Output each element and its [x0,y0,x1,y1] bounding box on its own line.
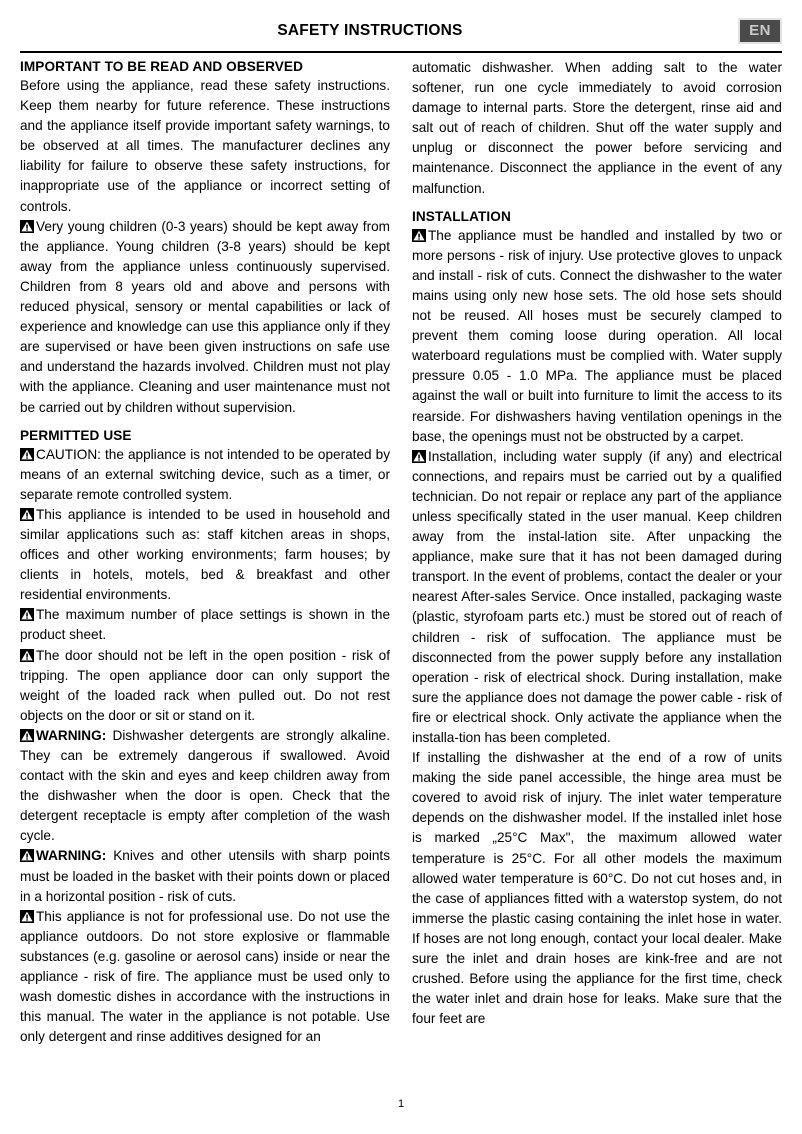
warning-triangle-icon [20,608,34,621]
heading-important-to-be-read: IMPORTANT TO BE READ AND OBSERVED [20,59,303,74]
paragraph-warning-knives-text: Knives and other utensils with sharp points must be loaded in the basket with their points down or placed in a horizontal position - risk of cuts. [20,848,390,904]
paragraph-household-use [20,505,390,605]
page-header [20,18,782,52]
left-column [20,58,390,1047]
paragraph-not-professional-use [20,907,390,1048]
warning-triangle-icon [20,649,34,662]
warning-triangle-icon [20,448,34,461]
paragraph-place-settings-text: The maximum number of place settings is shown in the product sheet. [20,607,390,643]
page-title: SAFETY INSTRUCTIONS [277,22,463,39]
heading-permitted-use: PERMITTED USE [20,427,132,443]
paragraph-qualified-technician [412,447,782,748]
warning-triangle-icon [20,910,34,923]
content-columns [20,58,782,1047]
warning-triangle-icon [20,220,34,233]
paragraph-qualified-technician-text: Installation, including water supply (if any) and electrical connections, and repairs must be carried out by a qualified technician. Do not repair or replace any part of the appliance unless specifically stated in the user manual. Keep children away from the instal-lation site. After unpacking the appliance, make sure that it has not been damaged during transport. In the event of problems, contact the dealer or your nearest After-sales Service. Once installed, packaging waste (plastic, styrofoam parts etc.) must be stored out of reach of children - risk of suffocation. The appliance must be disconnected from the power supply before any installation operation - risk of electrical shock. During installation, make sure the appliance does not damage the power cable - risk of fire or electrical shock. Only activate the appliance when the installa-tion has been completed. [412,448,782,745]
warning-label-detergents: WARNING: [36,727,107,743]
paragraph-warning-knives [20,846,390,906]
header-divider [20,51,782,53]
paragraph-not-professional-use-text: This appliance is not for professional use. Do not use the appliance outdoors. Do not store explosive or flammable substances (e.g. gasoline or aerosol cans) inside or near the appliance - risk of fire. The appliance must be used only to wash domestic dishes in accordance with the instructions in this manual. The water in the appliance is not potable. Use only detergent and rinse additives designed for an [20,908,390,1045]
warning-triangle-icon [20,729,34,742]
paragraph-end-of-row-installation: If installing the dishwasher at the end of a row of units making the side panel accessible, the hinge area must be covered to avoid risk of injury. The inlet water temperature depends on the dishwasher model. If the installed inlet hose is marked „25°C Max", the maximum allowed water temperature is 25°C. For all other models the maximum allowed water temperature is 60°C. Do not cut hoses and, in the case of appliances fitted with a waterstop system, do not immerse the plastic casing containing the inlet hose in water. If hoses are not long enough, contact your local dealer. Make sure the inlet and drain hoses are kink-free and are not crushed. Before using the appliance for the first time, check the water inlet and drain hose for leaks. Make sure that the four feet are [412,750,782,1027]
paragraph-before-using: Before using the appliance, read these safety instructions. Keep them nearby for future reference. These instructions and the appliance itself provide important safety warnings, to be observed at all times. The manufacturer declines any liability for failure to observe these safety instructions, for inappropriate use of the appliance or incorrect setting of controls. [20,78,390,214]
paragraph-household-use-text: This appliance is intended to be used in household and similar applications such as: staff kitchen areas in shops, offices and other working environments; farm houses; by clients in hotels, motels, bed & breakfast and other residential environments. [20,506,390,603]
paragraph-warning-detergents-text: Dishwasher detergents are strongly alkaline. They can be extremely dangerous if swallowed. Avoid contact with the skin and eyes and keep children away from the dishwasher when the door is open. Check that the detergent receptacle is empty after completion of the wash cycle. [20,727,390,844]
warning-triangle-icon [20,508,34,521]
page-number: 1 [397,1098,405,1110]
warning-label-knives: WARNING: [36,848,107,864]
paragraph-place-settings [20,605,390,645]
right-column [412,58,782,1047]
paragraph-handled-installed-text: The appliance must be handled and installed by two or more persons - risk of injury. Use protective gloves to unpack and install - risk of cuts. Connect the dishwasher to the water mains using only new hose sets. The old hose sets should not be reused. All hoses must be securely clamped to prevent them coming loose during operation. All local waterboard regulations must be complied with. Water supply pressure 0.05 - 1.0 MPa. The appliance must be placed against the wall or built into furniture to limit the access to its rearside. For dishwashers having ventilation openings in the base, the openings must not be obstructed by a carpet. [412,227,782,444]
warning-triangle-icon [20,849,34,862]
paragraph-door-open-position-text: The door should not be left in the open position - risk of tripping. The open appliance door can only support the weight of the loaded rack when pulled out. Do not rest objects on the door or sit or stand on it. [20,647,390,723]
paragraph-warning-detergents [20,726,390,847]
paragraph-caution-switching-device-text: CAUTION: the appliance is not intended to be operated by means of an external switching device, such as a timer, or separate remote controlled system. [20,446,390,502]
paragraph-children-supervision [20,217,390,418]
paragraph-door-open-position [20,646,390,726]
language-badge: EN [738,18,782,44]
heading-installation: INSTALLATION [412,208,511,224]
warning-triangle-icon [412,229,426,242]
paragraph-handled-installed [412,226,782,447]
paragraph-children-supervision-text: Very young children (0-3 years) should be kept away from the appliance. Young children (3-8 years) should be kept away from the appliance unless continuously supervised. Children from 8 years old and above and persons with reduced physical, sensory or mental capabilities or lack of experience and knowledge can use this appliance only if they are supervised or have been given instructions on safe use and understand the hazards involved. Children must not play with the appliance. Cleaning and user maintenance must not be carried out by children without supervision. [20,218,390,415]
warning-triangle-icon [412,450,426,463]
paragraph-caution-switching-device [20,445,390,505]
paragraph-automatic-dishwasher: automatic dishwasher. When adding salt to the water softener, run one cycle immediately to avoid corrosion damage to internal parts. Store the detergent, rinse aid and salt out of reach of children. Shut off the water supply and unplug or disconnect the power before servicing and maintenance. Disconnect the appliance in the event of any malfunction. [412,60,782,196]
